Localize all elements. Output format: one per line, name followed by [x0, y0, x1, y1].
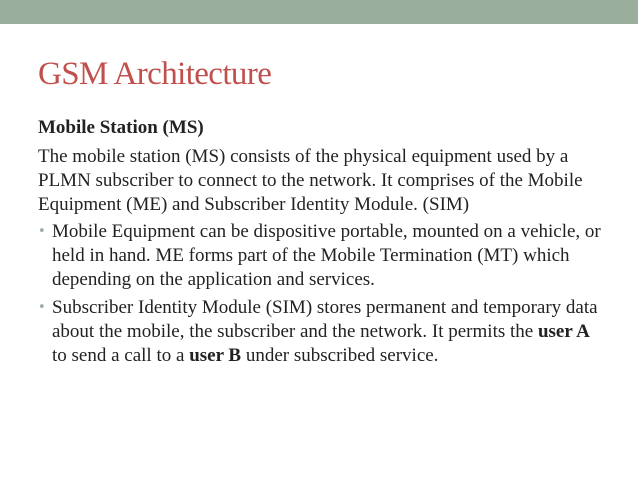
bold-term-user-b: user B	[189, 345, 242, 366]
slide-content	[38, 116, 608, 372]
bullet-text-part: Subscriber Identity Module (SIM) stores permanent and temporary data about the mobile, the subscriber and the network. It permits the	[52, 297, 598, 342]
bullet-text: Mobile Equipment can be dispositive portable, mounted on a vehicle, or held in hand. ME forms part of the Mobile Termination (MT) which depending on the application and services.	[52, 221, 601, 290]
slide-title: GSM Architecture	[38, 56, 272, 92]
bullet-list	[38, 220, 608, 368]
bullet-text-part: under subscribed service.	[241, 345, 439, 366]
bullet-icon: •	[38, 224, 46, 239]
section-subheading: Mobile Station (MS)	[38, 117, 204, 138]
bullet-icon: •	[38, 300, 46, 315]
bullet-text-part: to send a call to a	[52, 345, 190, 366]
top-decorative-bar	[0, 0, 638, 24]
intro-paragraph: The mobile station (MS) consists of the physical equipment used by a PLMN subscriber to connect to the network. It comprises of the Mobile Equipment (ME) and Subscriber Identity Module. (SIM)	[38, 146, 583, 215]
bullet-item-mobile-equipment	[38, 220, 608, 292]
bold-term-user-a: user A	[537, 321, 590, 342]
bullet-item-sim	[38, 296, 608, 368]
